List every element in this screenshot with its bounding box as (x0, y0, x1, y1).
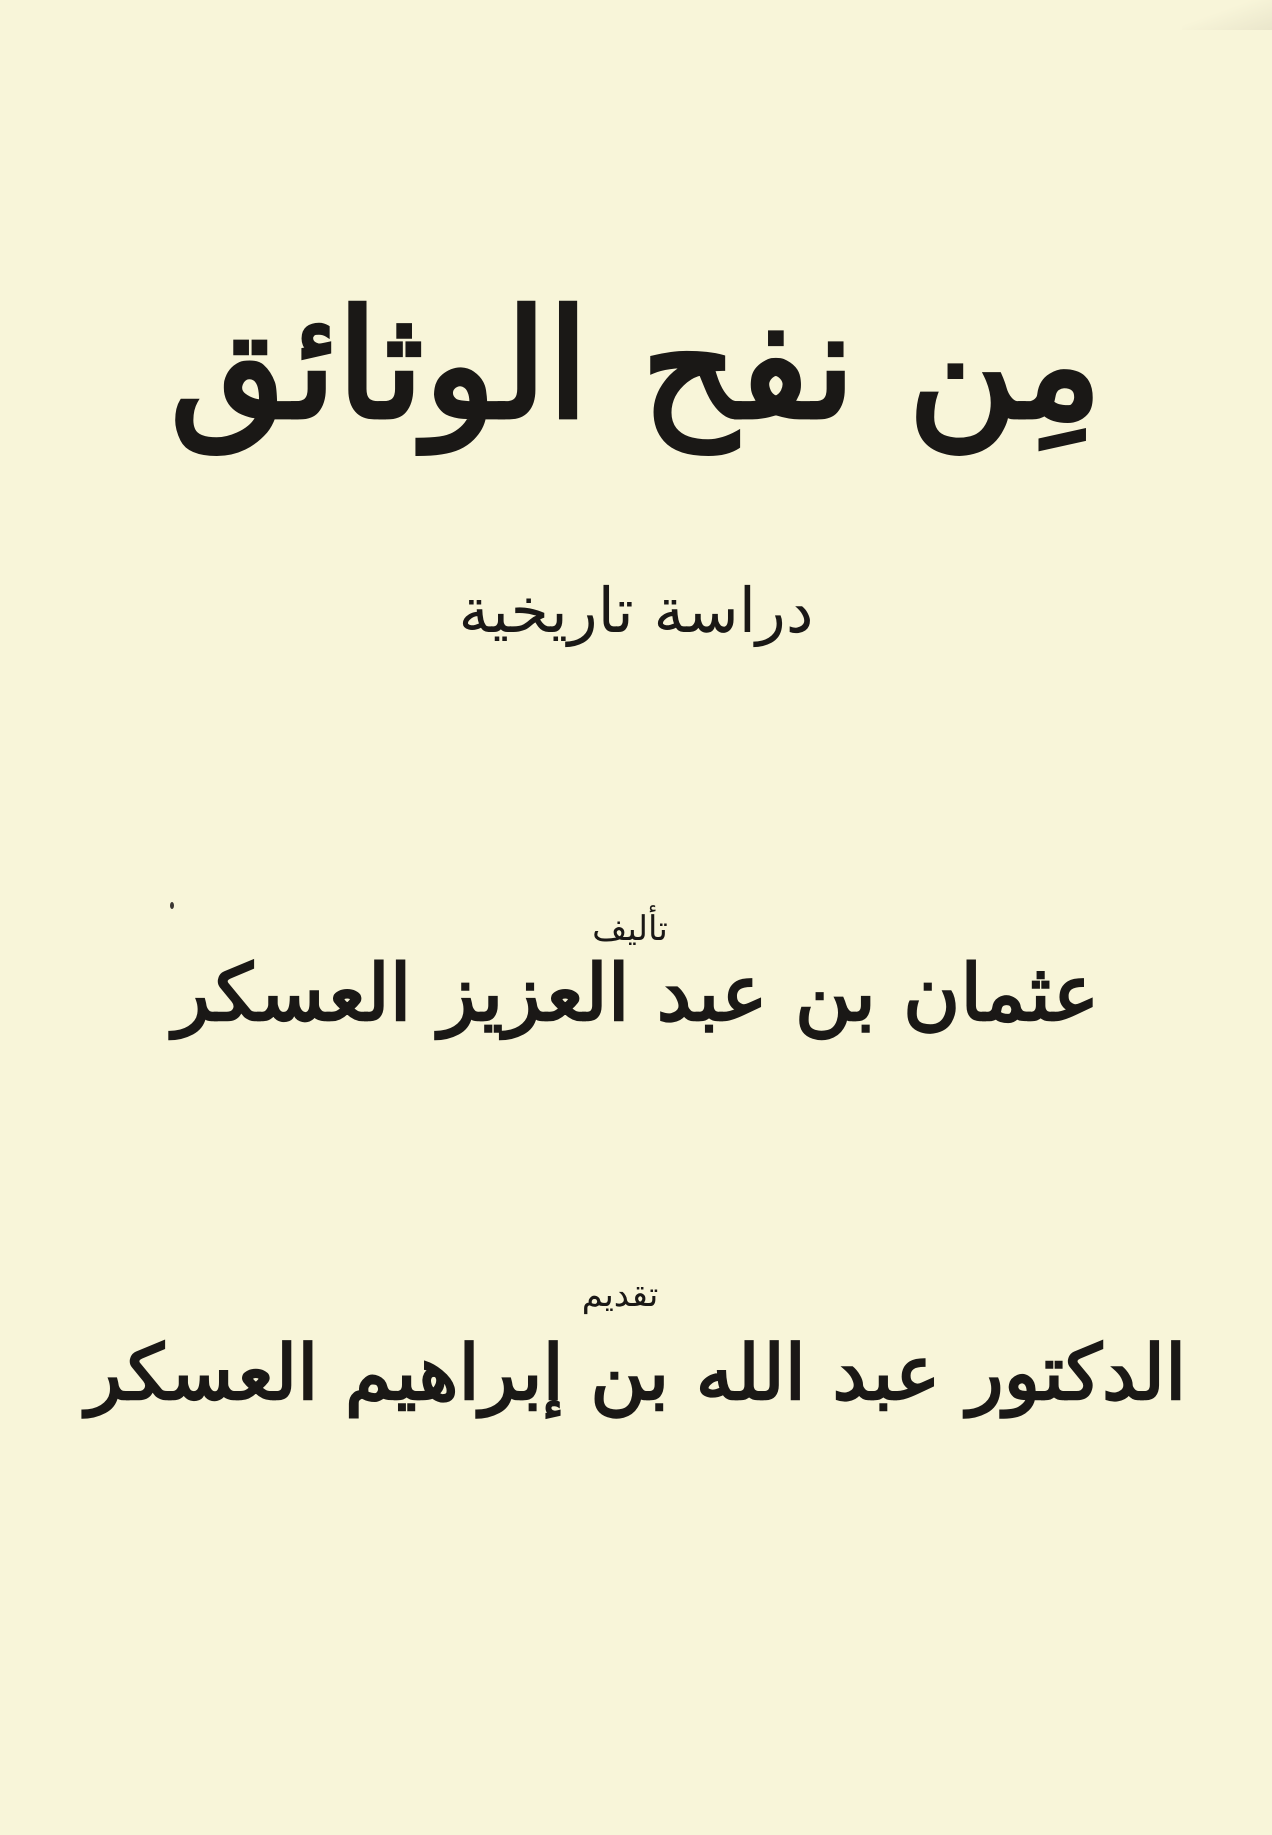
ink-speck (170, 902, 174, 909)
author-name: عثمان بن عبد العزيز العسكر (172, 948, 1100, 1039)
presenter-name: الدكتور عبد الله بن إبراهيم العسكر (85, 1328, 1187, 1417)
book-title: مِن نفح الوثائق (169, 277, 1103, 453)
author-label: تأليف (592, 909, 668, 949)
presenter-label: تقديم (581, 1275, 659, 1315)
page-corner-fold (1182, 0, 1272, 30)
book-subtitle: دراسة تاريخية (458, 574, 814, 647)
